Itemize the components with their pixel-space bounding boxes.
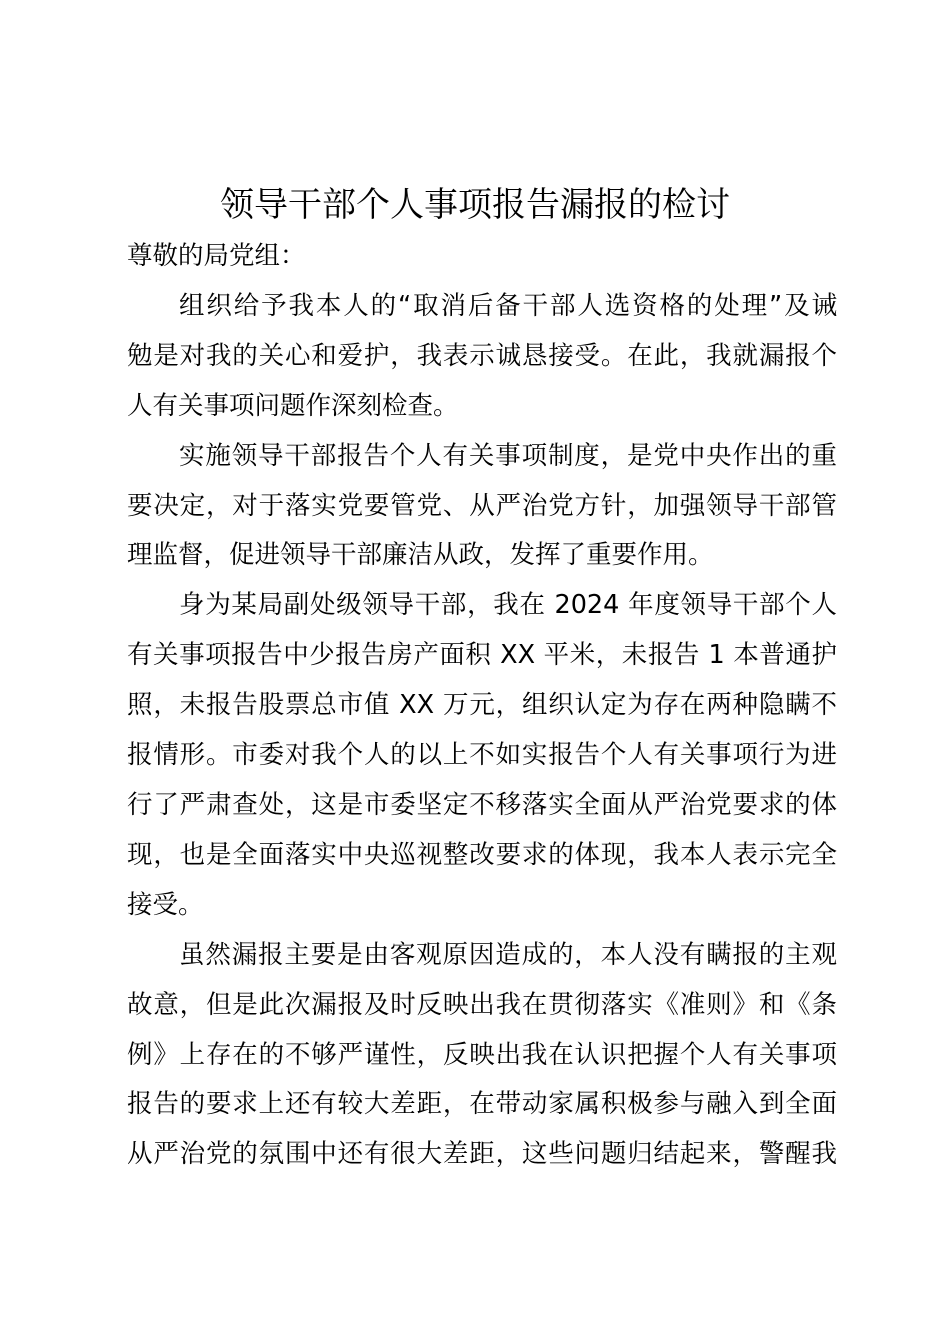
paragraph-line: 报告的要求上还有较大差距，在带动家属积极参与融入到全面 <box>127 1089 837 1120</box>
paragraph-line: 报情形。市委对我个人的以上不如实报告个人有关事项行为进 <box>127 740 837 771</box>
paragraph-line: 虽然漏报主要是由客观原因造成的，本人没有瞒报的主观 <box>179 939 837 970</box>
paragraph-line: 有关事项报告中少报告房产面积 XX 平米，未报告 1 本普通护 <box>127 640 837 671</box>
paragraph-line: 身为某局副处级领导干部，我在 2024 年度领导干部个人 <box>179 590 837 621</box>
paragraph-4 <box>127 931 837 1181</box>
paragraph-line: 要决定，对于落实党要管党、从严治党方针，加强领导干部管 <box>127 490 837 521</box>
paragraph-line: 从严治党的氛围中还有很大差距，这些问题归结起来，警醒我 <box>127 1139 837 1170</box>
paragraph-line: 接受。 <box>127 889 204 920</box>
paragraph-line: 现，也是全面落实中央巡视整改要求的体现，我本人表示完全 <box>127 839 837 870</box>
paragraph-3 <box>127 581 837 930</box>
paragraph-line: 实施领导干部报告个人有关事项制度，是党中央作出的重 <box>179 440 837 471</box>
paragraph-line: 故意，但是此次漏报及时反映出我在贯彻落实《准则》和《条 <box>127 989 837 1020</box>
paragraph-line: 组织给予我本人的“取消后备干部人选资格的处理”及诫 <box>179 290 837 321</box>
paragraph-line: 理监督，促进领导干部廉洁从政，发挥了重要作用。 <box>127 540 714 571</box>
paragraph-line: 例》上存在的不够严谨性，反映出我在认识把握个人有关事项 <box>127 1039 837 1070</box>
salutation: 尊敬的局党组： <box>127 241 306 271</box>
document-title: 领导干部个人事项报告漏报的检讨 <box>220 185 730 225</box>
paragraph-line: 人有关事项问题作深刻检查。 <box>127 390 459 421</box>
document-body <box>127 232 837 1180</box>
paragraph-line: 勉是对我的关心和爱护，我表示诚恳接受。在此，我就漏报个 <box>127 340 837 371</box>
paragraph-line: 照，未报告股票总市值 XX 万元，组织认定为存在两种隐瞒不 <box>127 690 837 721</box>
paragraph-2 <box>127 432 837 582</box>
paragraph-1 <box>127 282 837 432</box>
paragraph-line: 行了严肃查处，这是市委坚定不移落实全面从严治党要求的体 <box>127 789 837 820</box>
